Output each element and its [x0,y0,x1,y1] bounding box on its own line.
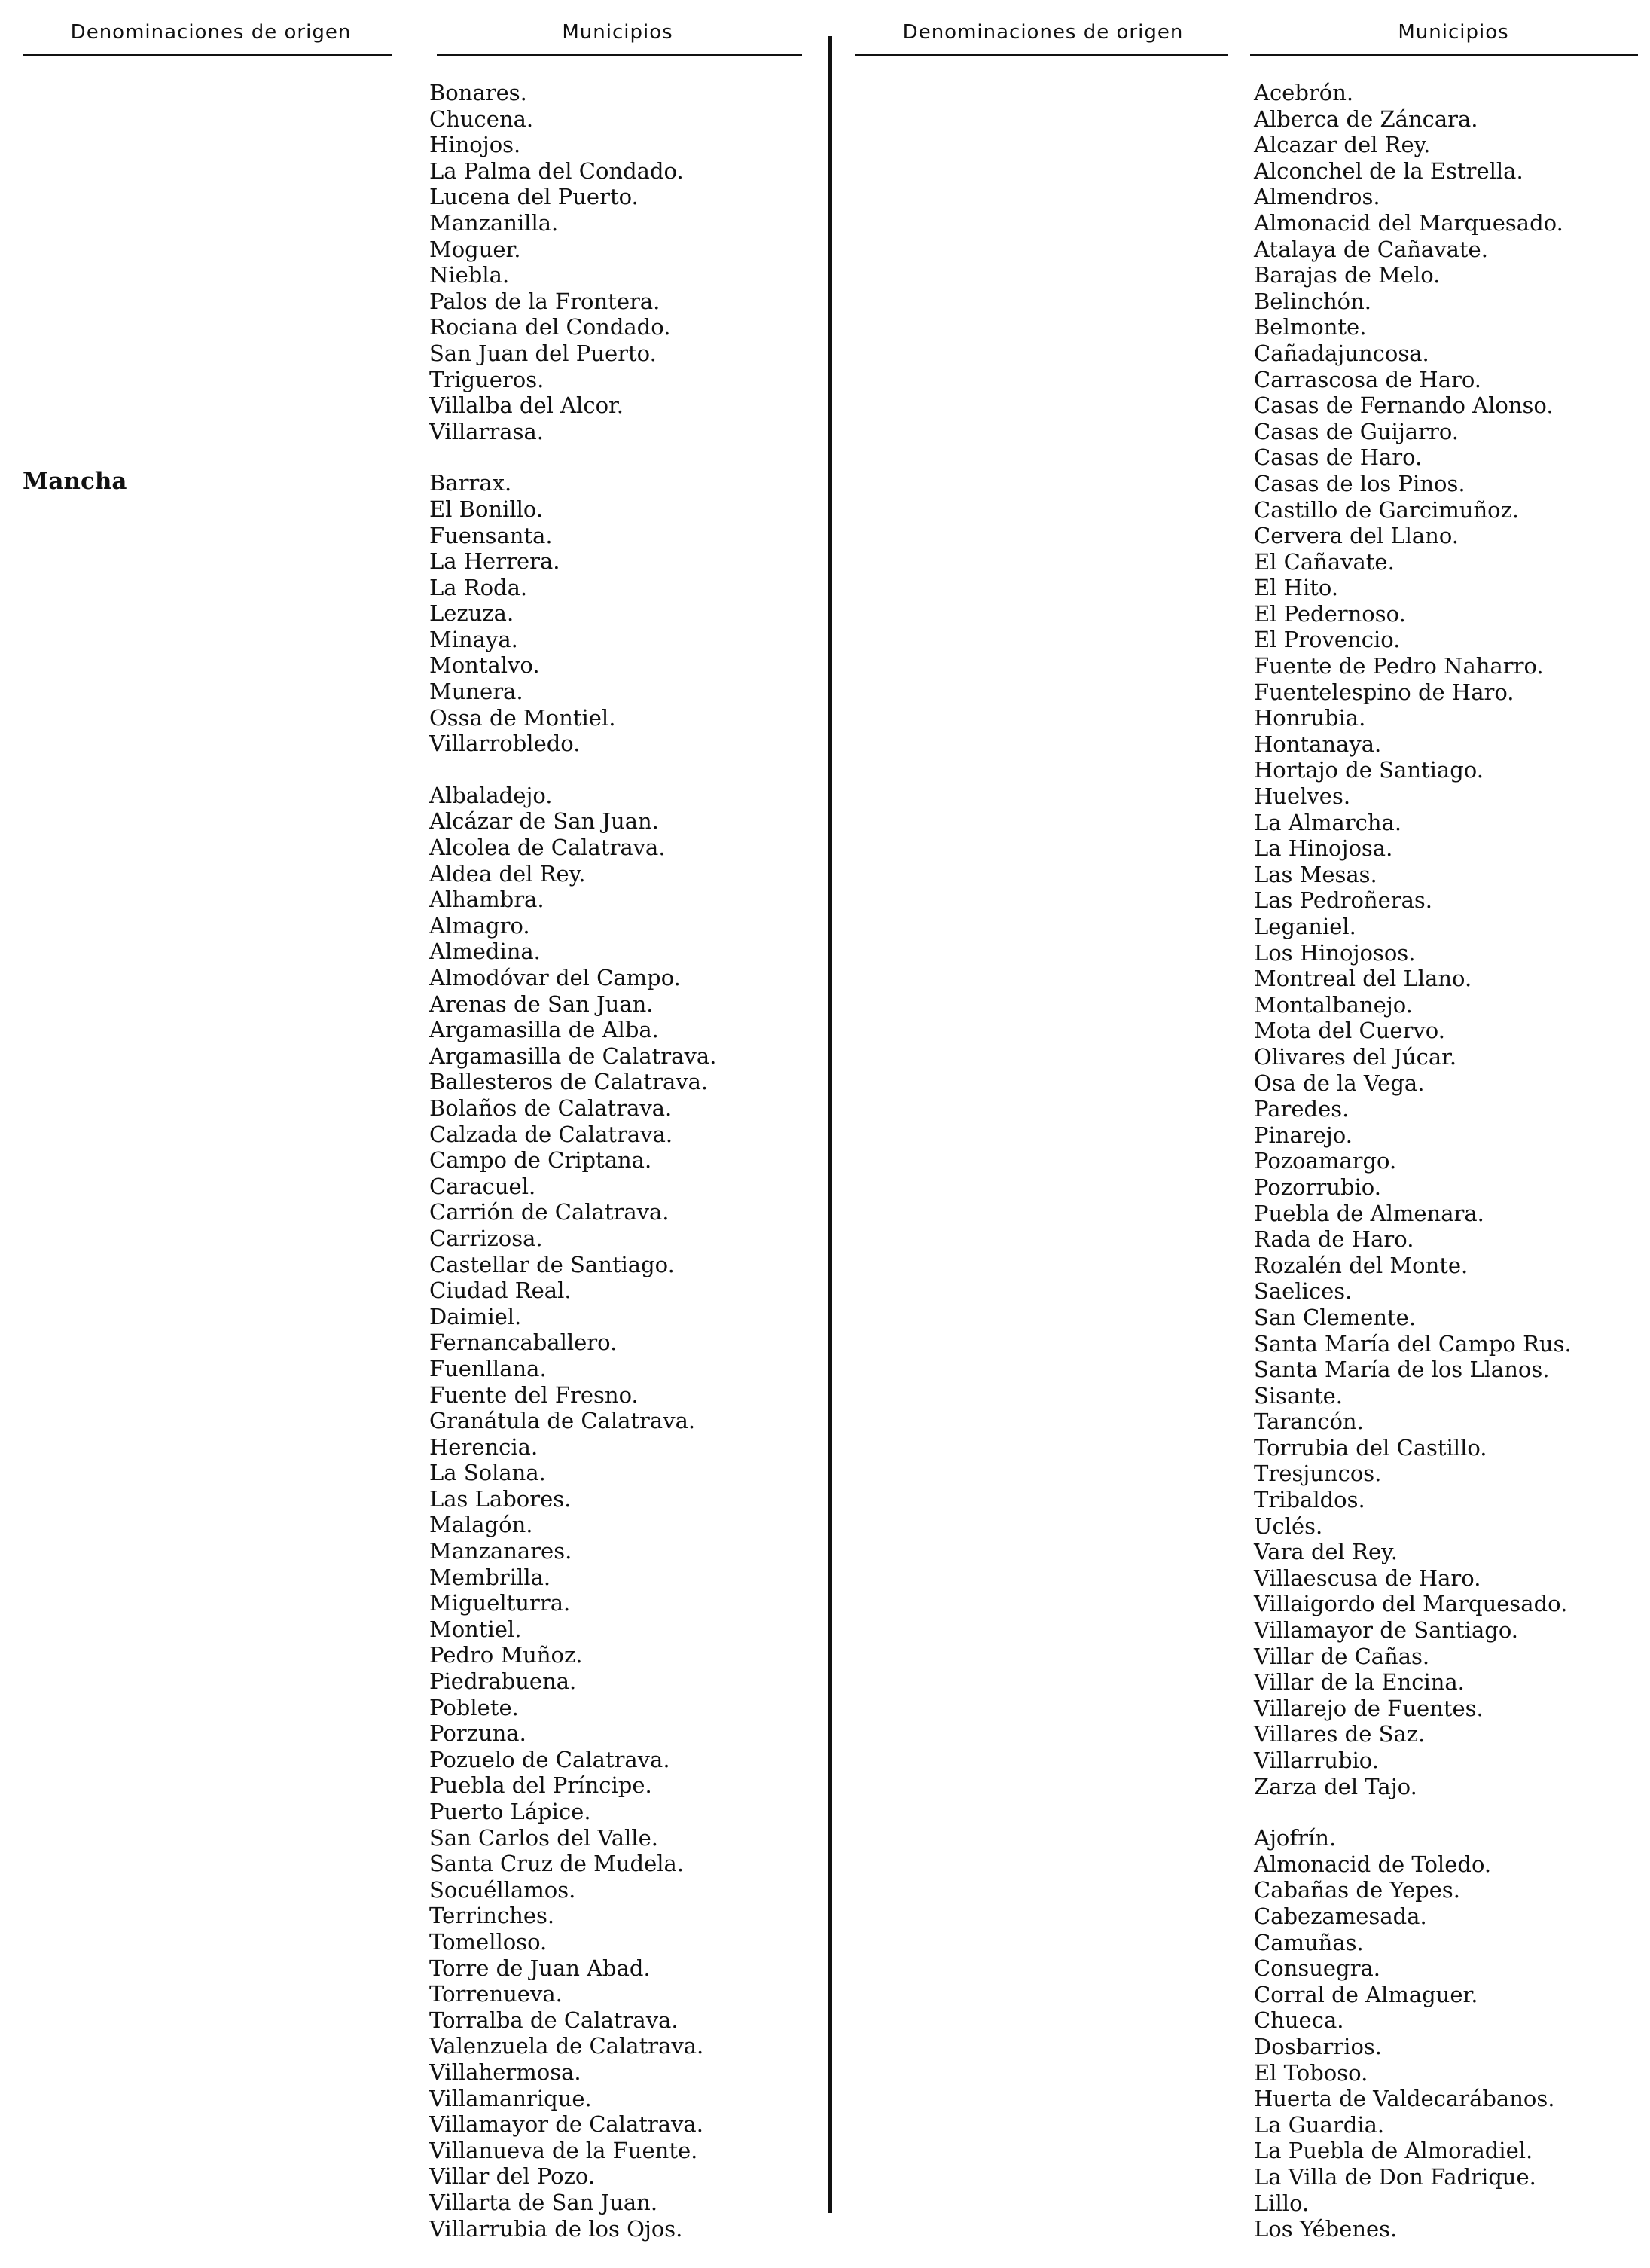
municipio-item: Santa María del Campo Rus. [1254,1330,1572,1357]
municipio-item: Valenzuela de Calatrava. [429,2033,704,2059]
municipio-item: Tarancón. [1254,1409,1364,1435]
municipio-group [1254,1825,1572,2242]
municipio-item: Minaya. [429,626,518,652]
municipio-item: Fuenllana. [429,1355,547,1381]
municipio-item: Argamasilla de Alba. [429,1017,659,1043]
municipio-item: Villamayor de Santiago. [1254,1617,1518,1644]
municipio-item: El Bonillo. [429,496,544,522]
municipio-item: Las Pedroñeras. [1254,887,1432,914]
municipio-item: Hinojos. [429,132,521,158]
municipio-item: Tresjuncos. [1254,1461,1382,1487]
municipio-item: Herencia. [429,1433,538,1460]
municipio-item: Villar del Pozo. [429,2163,596,2190]
municipio-item: Munera. [429,679,523,705]
municipio-item: El Cañavate. [1254,548,1395,575]
municipio-item: Mota del Cuervo. [1254,1018,1445,1044]
municipio-item: Alcazar del Rey. [1254,132,1431,158]
municipio-item: Huerta de Valdecarábanos. [1254,2086,1555,2112]
municipio-item: Cabañas de Yepes. [1254,1877,1460,1903]
municipio-item: Arenas de San Juan. [429,991,654,1017]
municipio-item: Montalvo. [429,652,540,679]
municipio-item: Almendros. [1254,184,1380,210]
municipio-item: Alcázar de San Juan. [429,808,659,835]
municipio-item: Hortajo de Santiago. [1254,757,1484,783]
municipio-item: Casas de Haro. [1254,444,1423,471]
municipio-item: Barrax. [429,470,512,496]
municipio-item: Bolaños de Calatrava. [429,1094,673,1121]
municipio-item: Puebla de Almenara. [1254,1200,1484,1226]
municipio-item: Uclés. [1254,1513,1323,1539]
municipio-item: Calzada de Calatrava. [429,1121,673,1147]
municipio-item: Los Yébenes. [1254,2216,1398,2242]
municipio-item: Palos de la Frontera. [429,288,660,314]
municipio-item: Fernancaballero. [429,1329,618,1356]
municipio-item: Fuentelespino de Haro. [1254,679,1514,705]
municipio-item: Membrilla. [429,1564,551,1590]
municipios-column-left [429,80,716,2267]
municipio-item: Carrascosa de Haro. [1254,366,1482,392]
municipio-item: La Hinojosa. [1254,835,1393,862]
municipio-item: La Villa de Don Fadrique. [1254,2163,1536,2190]
municipio-item: Carrión de Calatrava. [429,1199,669,1226]
municipio-item: Hontanaya. [1254,731,1382,757]
municipio-item: La Palma del Condado. [429,157,684,184]
municipio-item: El Hito. [1254,575,1339,601]
municipio-item: Lillo. [1254,2190,1310,2216]
municipio-item: Daimiel. [429,1303,522,1329]
municipio-item: Albaladejo. [429,782,553,808]
municipio-item: La Herrera. [429,548,560,575]
header-denominaciones-right: Denominaciones de origen [902,21,1184,44]
municipio-item: Almonacid de Toledo. [1254,1851,1492,1877]
municipio-item: Poblete. [429,1694,519,1720]
municipio-item: Puebla del Príncipe. [429,1772,652,1799]
municipio-item: Casas de Fernando Alonso. [1254,392,1554,419]
municipio-item: Villanueva de la Fuente. [429,2137,698,2163]
municipio-item: Malagón. [429,1512,533,1538]
municipio-group [429,783,716,2242]
municipio-item: Saelices. [1254,1278,1353,1305]
municipio-item: Almagro. [429,912,530,939]
municipio-item: Montiel. [429,1616,522,1642]
header-rule [1250,54,1638,56]
municipio-item: Cervera del Llano. [1254,523,1459,549]
municipio-item: El Toboso. [1254,2059,1368,2086]
municipio-item: La Guardia. [1254,2111,1385,2138]
municipio-item: Lucena del Puerto. [429,184,639,210]
municipio-item: Puerto Lápice. [429,1799,591,1824]
municipio-item: Torre de Juan Abad. [429,1955,651,1981]
municipio-item: Argamasilla de Calatrava. [429,1042,717,1069]
header-rule [855,54,1228,56]
municipio-item: Zarza del Tajo. [1254,1773,1417,1799]
municipio-item: Fuente del Fresno. [429,1381,639,1408]
municipio-item: Casas de Guijarro. [1254,418,1459,444]
municipio-group [429,80,716,444]
municipio-item: La Almarcha. [1254,809,1402,835]
municipio-item: Aldea del Rey. [429,860,586,887]
municipio-item: Carrizosa. [429,1225,543,1251]
municipio-item: La Solana. [429,1460,546,1486]
municipio-item: Alberca de Záncara. [1254,105,1478,132]
municipio-item: Alhambra. [429,887,544,913]
municipio-item: Santa María de los Llanos. [1254,1357,1550,1383]
municipio-item: Villalba del Alcor. [429,392,624,419]
header-rule [23,54,392,56]
municipio-item: Castillo de Garcimuñoz. [1254,496,1520,523]
municipio-item: Chueca. [1254,2007,1344,2034]
header-municipios-left: Municipios [562,21,673,44]
municipio-item: Bonares. [429,80,527,105]
municipio-item: Pozuelo de Calatrava. [429,1746,670,1772]
municipio-item: Santa Cruz de Mudela. [429,1851,685,1877]
municipio-item: Montreal del Llano. [1254,966,1472,992]
municipio-item: Olivares del Júcar. [1254,1043,1457,1070]
municipio-item: Niebla. [429,262,510,288]
municipio-item: Villarrubio. [1254,1748,1379,1773]
municipio-item: Campo de Criptana. [429,1147,652,1174]
municipio-item: Fuensanta. [429,522,553,548]
municipio-item: Atalaya de Cañavate. [1254,236,1488,262]
header-rule [437,54,802,56]
municipio-item: Rociana del Condado. [429,314,671,340]
municipio-item: Caracuel. [429,1173,536,1199]
municipio-item: Leganiel. [1254,914,1356,939]
municipio-item: Villarta de San Juan. [429,2189,658,2215]
municipio-item: Montalbanejo. [1254,991,1413,1018]
municipio-item: Villarrasa. [429,418,544,444]
municipio-item: Porzuna. [429,1720,526,1747]
municipio-item: Miguelturra. [429,1590,571,1616]
municipio-item: Villar de la Encina. [1254,1669,1465,1696]
municipio-item: Pinarejo. [1254,1122,1353,1148]
municipio-item: Pozoamargo. [1254,1148,1397,1174]
municipio-item: Villaescusa de Haro. [1254,1564,1481,1591]
municipio-item: Belinchón. [1254,288,1371,314]
header-denominaciones-left: Denominaciones de origen [70,21,352,44]
municipio-item: Honrubia. [1254,705,1366,731]
municipio-item: Manzanilla. [429,209,559,236]
municipio-item: Consuegra. [1254,1955,1380,1982]
municipio-item: El Provencio. [1254,627,1401,653]
municipio-item: Rada de Haro. [1254,1226,1414,1253]
municipio-item: La Roda. [429,574,528,600]
municipio-item: Casas de los Pinos. [1254,470,1465,496]
municipio-item: El Pedernoso. [1254,600,1406,627]
municipio-item: Alconchel de la Estrella. [1254,157,1523,184]
municipio-item: Cañadajuncosa. [1254,340,1429,366]
municipio-item: Almedina. [429,939,541,965]
municipio-item: Terrinches. [429,1903,555,1929]
municipio-item: Ajofrín. [1254,1825,1337,1851]
municipio-item: Villares de Saz. [1254,1721,1426,1748]
municipio-item: San Clemente. [1254,1304,1417,1330]
municipio-item: Huelves. [1254,783,1351,810]
municipio-item: Torralba de Calatrava. [429,2007,679,2033]
municipio-item: Trigueros. [429,366,544,392]
municipio-item: Moguer. [429,236,521,262]
municipio-item: Alcolea de Calatrava. [429,835,666,861]
municipio-item: San Carlos del Valle. [429,1824,658,1851]
municipio-item: Villarrubia de los Ojos. [429,2215,683,2242]
municipio-item: Las Labores. [429,1485,572,1512]
municipio-item: Villar de Cañas. [1254,1643,1430,1669]
municipio-item: Camuñas. [1254,1929,1364,1955]
municipio-item: Tribaldos. [1254,1487,1365,1513]
municipio-item: Lezuza. [429,600,514,627]
municipio-item: Socuéllamos. [429,1876,576,1903]
municipio-item: San Juan del Puerto. [429,340,657,366]
municipio-item: Villamanrique. [429,2085,592,2111]
municipio-item: Villamayor de Calatrava. [429,2111,703,2138]
municipio-item: Granátula de Calatrava. [429,1408,696,1434]
municipio-item: Villarejo de Fuentes. [1254,1695,1484,1721]
municipio-item: Villahermosa. [429,2059,581,2085]
municipio-item: Piedrabuena. [429,1668,577,1695]
municipio-item: Las Mesas. [1254,861,1377,887]
municipio-item: Belmonte. [1254,314,1367,340]
municipio-item: Tomelloso. [429,1928,547,1955]
municipio-item: Ciudad Real. [429,1277,572,1304]
municipio-item: Paredes. [1254,1096,1350,1122]
municipio-item: Sisante. [1254,1382,1343,1409]
municipio-item: Acebrón. [1254,80,1354,105]
municipio-item: Dosbarrios. [1254,2033,1383,2059]
municipio-item: Villarrobledo. [429,731,581,757]
municipio-item: La Puebla de Almoradiel. [1254,2138,1533,2164]
municipio-item: Almodóvar del Campo. [429,965,681,991]
municipio-item: Almonacid del Marquesado. [1254,209,1563,236]
municipio-item: Osa de la Vega. [1254,1070,1425,1096]
municipio-item: Vara del Rey. [1254,1539,1398,1565]
municipio-item: Castellar de Santiago. [429,1251,675,1277]
municipio-item: Barajas de Melo. [1254,262,1441,288]
municipio-item: Torrubia del Castillo. [1254,1434,1487,1461]
header-municipios-right: Municipios [1398,21,1509,44]
municipio-item: Chucena. [429,105,534,132]
municipio-item: Cabezamesada. [1254,1903,1427,1929]
municipios-column-right [1254,80,1572,2268]
municipio-item: Torrenueva. [429,1981,563,2007]
municipio-item: Pedro Muñoz. [429,1642,583,1668]
municipio-item: Manzanares. [429,1538,572,1564]
municipio-item: Rozalén del Monte. [1254,1252,1469,1278]
column-divider [828,36,832,2213]
municipio-item: Ossa de Montiel. [429,704,616,731]
municipio-item: Corral de Almaguer. [1254,1981,1478,2007]
municipio-item: Ballesteros de Calatrava. [429,1069,709,1095]
municipio-item: Pozorrubio. [1254,1174,1381,1200]
region-label-mancha: Mancha [23,468,127,495]
municipio-item: Los Hinojosos. [1254,939,1416,966]
municipio-group [429,470,716,757]
municipio-item: Villaigordo del Marquesado. [1254,1591,1568,1617]
municipio-item: Fuente de Pedro Naharro. [1254,653,1544,679]
municipio-group [1254,80,1572,1799]
